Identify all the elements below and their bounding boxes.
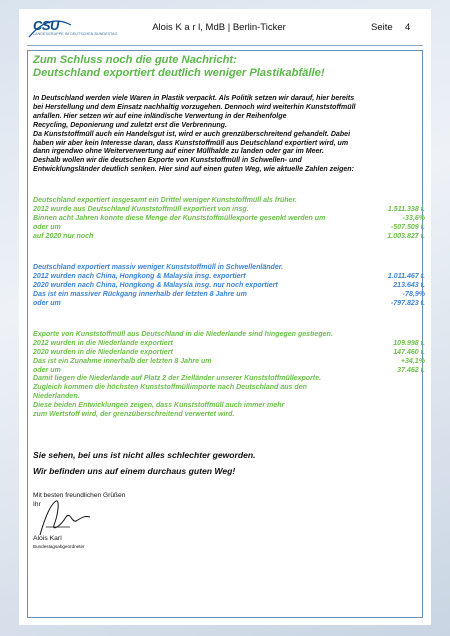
stat-label: Diese beiden Entwicklungen zeigen, dass Kunststoffmüll auch immer mehr [33, 402, 285, 410]
stat-label: Niederlanden. [33, 393, 80, 401]
stat-label: Deutschland exportiert insgesamt ein Drittel weniger Kunststoffmüll als früher. [33, 197, 297, 204]
stat-label: Das ist ein massiver Rückgang innerhalb der letzten 8 Jahre um [33, 290, 247, 298]
page-number: 4 [405, 22, 411, 33]
stat-label: oder um [33, 366, 61, 374]
signatory-name: Alois Karl [33, 535, 62, 542]
stat-row [33, 273, 425, 282]
signatory-role: Bundestagsabgeordneter [33, 544, 85, 549]
page-header [19, 9, 431, 49]
stat-row [33, 402, 425, 411]
logo-text: CSU [33, 18, 59, 33]
stat-row [33, 291, 425, 300]
intro-line: Recycling, Deponierung und zuletzt erst die Verbrennung. [33, 121, 227, 129]
intro-line: Entwicklungsländer deutlich senken. Hier sind auf einen guten Weg, wie aktuelle Zahlen zeigen: [33, 166, 354, 174]
stat-value: 213.643 t. [393, 281, 425, 289]
stat-value: +34,1% [400, 357, 425, 365]
stat-label: Exporte von Kunststoffmüll aus Deutschland in die Niederlande sind hingegen gestiegen. [33, 331, 333, 338]
intro-line: bei Herstellung und dem Einsatz nachhaltig vorzugehen. Dennoch wird weiterhin Kunststoffmüll [33, 103, 356, 111]
intro-line: anfallen. Hier setzen wir auf eine inländische Verwertung in der Reihenfolge [33, 112, 287, 120]
stat-label: Damit liegen die Niederlande auf Platz 2 der Zielländer unserer Kunststoffmüllexporte. [33, 375, 322, 383]
stat-label: Zugleich kommen die höchsten Kunststoffmüllimporte nach Deutschland aus den [33, 384, 307, 392]
stat-label: Deutschland exportiert massiv weniger Kunststoffmüll in Schwellenländer. [33, 264, 284, 271]
stat-row [33, 331, 425, 340]
closing-line-2: Wir befinden uns auf einem durchaus guten Weg! [33, 466, 236, 476]
stat-label: auf 2020 nur noch [33, 232, 94, 240]
intro-line: haben wir aber kein Interesse daran, dass Kunststoffmüll aus Deutschland exportiert wird, um [33, 139, 349, 147]
stat-label: Binnen acht Jahren konnte diese Menge der Kunststoffmüllexporte gesenkt werden um [33, 214, 326, 222]
stat-row [33, 340, 425, 349]
stat-row [33, 411, 425, 420]
closing-line-1: Sie sehen, bei uns ist nicht alles schlechter geworden. [33, 450, 256, 460]
stat-row [33, 206, 425, 215]
page-label: Seite [371, 22, 393, 33]
intro-line: Deshalb wollen wir die deutschen Exporte von Kunststoffmüll in Schwellen- und [33, 157, 302, 165]
stat-value: -78,9% [402, 290, 425, 298]
stat-row [33, 197, 425, 206]
headline-line-1: Zum Schluss noch die gute Nachricht: [33, 54, 237, 66]
stat-value: -507.509 t. [390, 223, 425, 231]
stat-label: 2012 wurden nach China, Hongkong & Malaysia insg. exportiert [33, 272, 246, 280]
stat-value: 37.462 t. [397, 366, 425, 374]
intro-line: dann irgendwo ohne Weiterverwertung auf einer Müllhalde zu landen oder gar im Meer. [33, 148, 324, 156]
stat-row [33, 224, 425, 233]
greeting: Mit besten freundlichen Grüßen [33, 492, 126, 499]
stat-row [33, 300, 425, 309]
csu-logo [23, 15, 118, 41]
section-netherlands [33, 331, 425, 420]
logo-subtext: LANDESGRUPPE IM DEUTSCHEN BUNDESTAG [33, 32, 118, 36]
greeting-ihr: Ihr [33, 501, 41, 508]
stat-row [33, 349, 425, 358]
stat-row [33, 367, 425, 376]
stat-row [33, 358, 425, 367]
section-total-exports [33, 197, 425, 241]
header-divider [27, 45, 423, 46]
stat-value: -797.823 t. [390, 299, 425, 307]
stat-row [33, 233, 425, 242]
stat-label: Das ist ein Zunahme innerhalb der letzten 8 Jahre um [33, 357, 212, 365]
stat-label: 2012 wurde aus Deutschland Kunststoffmüll exportiert von insg. [33, 205, 249, 213]
stat-label: 2020 wurden nach China, Hongkong & Malaysia insg. nur noch exportiert [33, 281, 278, 289]
stat-row [33, 215, 425, 224]
stat-label: 2012 wurden in die Niederlande exportiert [33, 339, 173, 347]
stat-value: -33,6% [402, 214, 425, 222]
stat-value: 1.011.467 t. [387, 272, 425, 280]
intro-paragraph [33, 95, 356, 175]
header-title: Alois K a r l, MdB | Berlin-Ticker [152, 22, 286, 33]
stat-label: oder um [33, 299, 61, 307]
stat-row [33, 264, 425, 273]
headline [33, 54, 325, 80]
stat-label: zum Wertstoff wird, der grenzüberschreitend verwertet wird. [33, 411, 235, 419]
intro-line: In Deutschland werden viele Waren in Plastik verpackt. Als Politik setzen wir darauf, hier bereits [33, 95, 355, 102]
stat-row [33, 393, 425, 402]
stat-row [33, 375, 425, 384]
headline-line-2: Deutschland exportiert deutlich weniger Plastikabfälle! [33, 67, 325, 79]
intro-line: Da Kunststoffmüll auch ein Handelsgut ist, wird er auch grenzüberschreitend gehandelt. Dabei [33, 130, 351, 138]
stat-value: 1.003.827 t. [387, 232, 425, 240]
stat-value: 147.460 t. [393, 348, 425, 356]
section-emerging-markets [33, 264, 425, 308]
stat-value: 1.511.338 t. [387, 205, 425, 213]
stat-row [33, 282, 425, 291]
stat-value: 109.998 t. [393, 339, 425, 347]
stat-label: oder um [33, 223, 61, 231]
stat-row [33, 384, 425, 393]
stat-label: 2020 wurden in die Niederlande exportiert [33, 348, 173, 356]
